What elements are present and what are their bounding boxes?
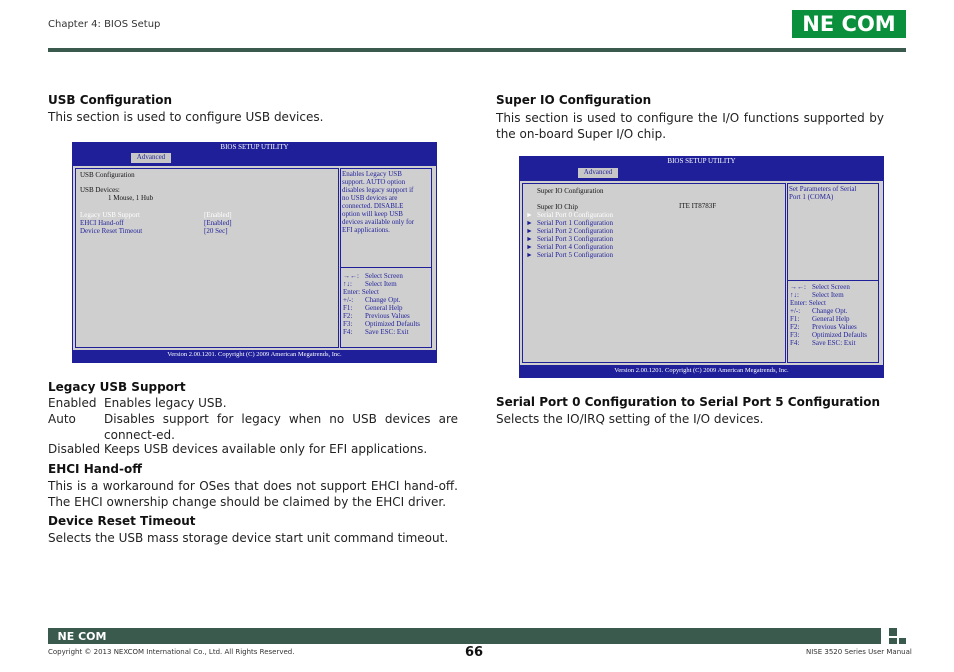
key-label: Enter: Select bbox=[790, 299, 826, 307]
bios-version-footer: Version 2.00.1201. Copyright (C) 2009 American Megatrends, Inc. bbox=[614, 367, 789, 374]
serial-port-4-option[interactable]: Serial Port 4 Configuration bbox=[537, 243, 614, 251]
bios-title: BIOS SETUP UTILITY bbox=[220, 143, 289, 151]
key-label: +/-: bbox=[343, 296, 354, 304]
key-label: F4: bbox=[790, 339, 800, 347]
key-label: +/-: bbox=[790, 307, 801, 315]
help-line: no USB devices are bbox=[342, 194, 398, 202]
def-term: Auto bbox=[48, 412, 76, 426]
superio-chip-label: Super IO Chip bbox=[537, 203, 578, 211]
legacy-usb-support-option[interactable]: Legacy USB Support bbox=[80, 211, 140, 219]
ehci-handoff-option[interactable]: EHCI Hand-off bbox=[80, 219, 124, 227]
def-desc: Keeps USB devices available only for EFI applications. bbox=[104, 442, 428, 456]
usb-devices-value: 1 Mouse, 1 Hub bbox=[108, 194, 154, 202]
help-line: disables legacy support if bbox=[342, 186, 414, 194]
key-desc: Previous Values bbox=[365, 312, 410, 320]
serial-port-2-option[interactable]: Serial Port 2 Configuration bbox=[537, 227, 614, 235]
footer-bar bbox=[48, 628, 881, 644]
ehci-handoff-value[interactable]: [Enabled] bbox=[204, 219, 232, 227]
serial-port-text: Selects the IO/IRQ setting of the I/O devices. bbox=[496, 412, 764, 426]
def-term: Enabled bbox=[48, 396, 97, 410]
bios-main-panel bbox=[73, 166, 436, 350]
corner-square-icon bbox=[889, 638, 897, 644]
bios-version-footer: Version 2.00.1201. Copyright (C) 2009 American Megatrends, Inc. bbox=[167, 351, 342, 358]
key-label: F4: bbox=[343, 328, 353, 336]
key-desc: Previous Values bbox=[812, 323, 857, 331]
bios-main-panel bbox=[520, 181, 883, 365]
key-desc: General Help bbox=[812, 315, 850, 323]
serial-port-3-option[interactable]: Serial Port 3 Configuration bbox=[537, 235, 614, 243]
key-desc: Optimized Defaults bbox=[365, 320, 421, 328]
key-desc: Select Screen bbox=[812, 283, 850, 291]
key-label: F2: bbox=[343, 312, 353, 320]
triangle-right-icon: ► bbox=[526, 227, 533, 235]
triangle-right-icon: ► bbox=[526, 251, 533, 259]
def-desc: Enables legacy USB. bbox=[104, 396, 227, 410]
corner-square-icon bbox=[889, 628, 897, 636]
page-number: 66 bbox=[465, 645, 484, 660]
help-line: Port 1 (COMA) bbox=[789, 193, 834, 201]
bios-screen-superio bbox=[519, 156, 884, 378]
usb-config-heading: USB Configuration bbox=[48, 93, 172, 107]
ehci-text: This is a workaround for OSes that does not support EHCI hand-off. The EHCI ownership change should be claimed by the EHCI driver. bbox=[48, 479, 458, 509]
serial-port-heading: Serial Port 0 Configuration to Serial Port 5 Configuration bbox=[496, 395, 881, 409]
def-desc: Disables support for legacy when no USB devices are connect-ed. bbox=[104, 412, 458, 442]
logo-text: NE COM bbox=[802, 12, 896, 36]
usb-config-intro: This section is used to configure USB devices. bbox=[48, 110, 324, 124]
tab-advanced[interactable]: Advanced bbox=[131, 153, 171, 163]
serial-port-1-option[interactable]: Serial Port 1 Configuration bbox=[537, 219, 614, 227]
key-label: F1: bbox=[343, 304, 353, 312]
superio-text: This section is used to configure the I/O functions supported by the on-board Super I/O chip. bbox=[496, 111, 884, 141]
usb-devices-label: USB Devices: bbox=[80, 186, 120, 194]
key-desc: Change Opt. bbox=[365, 296, 401, 304]
key-label: F2: bbox=[790, 323, 800, 331]
key-desc: Save ESC: Exit bbox=[812, 339, 856, 347]
reset-timeout-heading: Device Reset Timeout bbox=[48, 514, 196, 528]
device-reset-timeout-value[interactable]: [20 Sec] bbox=[204, 227, 228, 235]
triangle-right-icon: ► bbox=[526, 211, 533, 219]
bios-heading: Super IO Configuration bbox=[537, 187, 604, 195]
nexcom-logo bbox=[792, 10, 906, 38]
corner-square-icon bbox=[899, 638, 906, 644]
key-label: F3: bbox=[343, 320, 353, 328]
header-divider bbox=[48, 48, 906, 52]
help-line: support. AUTO option bbox=[342, 178, 406, 186]
help-line: EFI applications. bbox=[342, 226, 390, 234]
key-label: →←: bbox=[343, 272, 359, 280]
superio-chip-value: ITE IT8783F bbox=[679, 202, 717, 210]
def-term: Disabled bbox=[48, 442, 101, 456]
superio-heading: Super IO Configuration bbox=[496, 93, 652, 107]
key-desc: Change Opt. bbox=[812, 307, 848, 315]
copyright-text: Copyright © 2013 NEXCOM International Co., Ltd. All Rights Reserved. bbox=[48, 648, 295, 656]
key-label: F3: bbox=[790, 331, 800, 339]
serial-port-0-option[interactable]: Serial Port 0 Configuration bbox=[537, 211, 614, 219]
serial-port-5-option[interactable]: Serial Port 5 Configuration bbox=[537, 251, 614, 259]
bios-screen-usb bbox=[72, 142, 437, 363]
nexcom-footer-logo bbox=[52, 630, 112, 643]
manual-title: NISE 3520 Series User Manual bbox=[806, 648, 912, 656]
help-line: connected. DISABLE bbox=[342, 202, 404, 210]
help-line: Enables Legacy USB bbox=[342, 170, 402, 178]
help-line: option will keep USB bbox=[342, 210, 403, 218]
device-reset-timeout-option[interactable]: Device Reset Timeout bbox=[80, 227, 143, 235]
chapter-label: Chapter 4: BIOS Setup bbox=[48, 19, 161, 30]
help-line: Set Parameters of Serial bbox=[789, 185, 857, 193]
triangle-right-icon: ► bbox=[526, 243, 533, 251]
reset-timeout-text: Selects the USB mass storage device start unit command timeout. bbox=[48, 531, 449, 545]
key-label: F1: bbox=[790, 315, 800, 323]
key-label: Enter: Select bbox=[343, 288, 379, 296]
help-line: devices available only for bbox=[342, 218, 415, 226]
key-desc: Select Item bbox=[365, 280, 397, 288]
legacy-usb-support-value[interactable]: [Enabled] bbox=[204, 211, 232, 219]
key-label: ↑↓: bbox=[343, 280, 352, 288]
key-desc: Select Screen bbox=[365, 272, 403, 280]
triangle-right-icon: ► bbox=[526, 235, 533, 243]
tab-advanced[interactable]: Advanced bbox=[578, 168, 618, 178]
bios-heading: USB Configuration bbox=[80, 171, 135, 179]
logo-text: NE COM bbox=[57, 630, 107, 643]
ehci-heading: EHCI Hand-off bbox=[48, 462, 142, 476]
key-label: →←: bbox=[790, 283, 806, 291]
key-desc: General Help bbox=[365, 304, 403, 312]
key-desc: Save ESC: Exit bbox=[365, 328, 409, 336]
key-desc: Optimized Defaults bbox=[812, 331, 868, 339]
key-label: ↑↓: bbox=[790, 291, 799, 299]
key-desc: Select Item bbox=[812, 291, 844, 299]
bios-title: BIOS SETUP UTILITY bbox=[667, 157, 736, 165]
legacy-usb-heading: Legacy USB Support bbox=[48, 380, 186, 394]
triangle-right-icon: ► bbox=[526, 219, 533, 227]
